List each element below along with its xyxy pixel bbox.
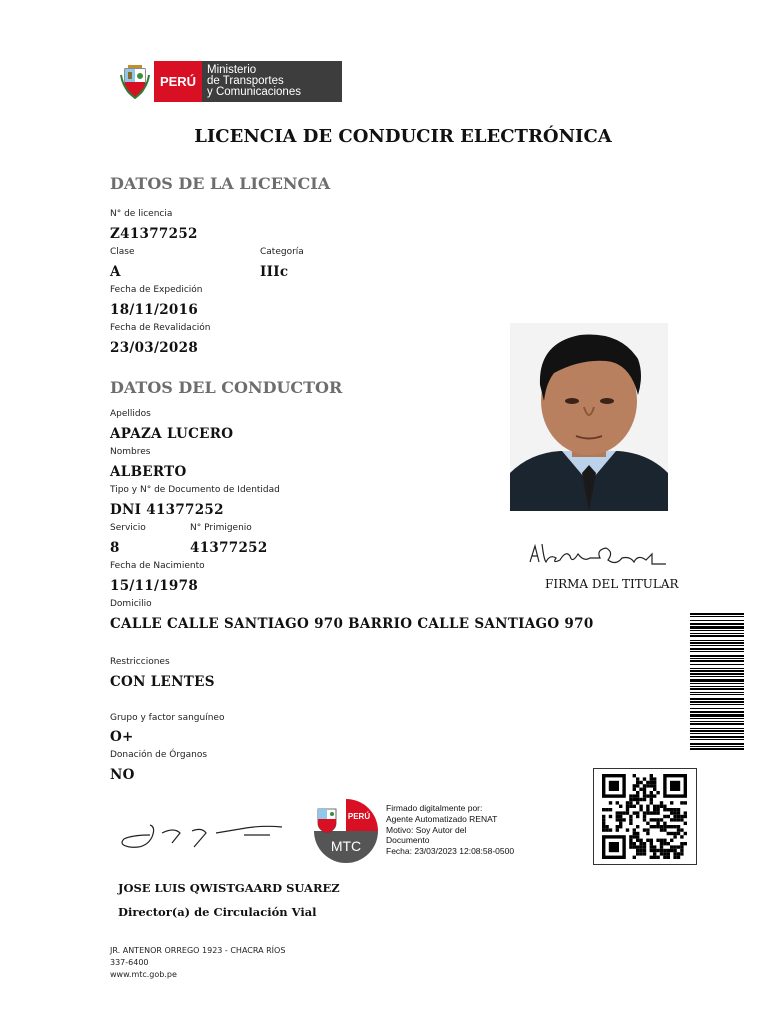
organ-donation: NO <box>110 767 135 783</box>
director-name: JOSE LUIS QWISTGAARD SUAREZ <box>118 881 340 895</box>
license-section-title: DATOS DE LA LICENCIA <box>110 174 331 193</box>
service-value: 8 <box>110 540 120 556</box>
holder-signature <box>526 540 671 572</box>
service-label: Servicio <box>110 523 146 533</box>
restrictions-label: Restricciones <box>110 657 170 667</box>
holder-signature-label: FIRMA DEL TITULAR <box>545 577 679 591</box>
digital-signature-block <box>386 803 514 857</box>
ministry-line: y Comunicaciones <box>207 86 301 98</box>
issue-date: 18/11/2016 <box>110 302 199 318</box>
class-label: Clase <box>110 247 135 257</box>
footer-phone: 337-6400 <box>110 958 149 967</box>
barcode-icon <box>690 613 744 751</box>
category-label: Categoría <box>260 247 304 257</box>
surname-label: Apellidos <box>110 409 151 419</box>
digital-signature-line: Documento <box>386 835 430 846</box>
director-role: Director(a) de Circulación Vial <box>118 905 317 919</box>
digital-signature-line: Motivo: Soy Autor del <box>386 824 467 835</box>
class-value: A <box>110 264 121 280</box>
issue-date-label: Fecha de Expedición <box>110 285 203 295</box>
blood-type-label: Grupo y factor sanguíneo <box>110 713 225 723</box>
ministry-logo <box>116 61 342 102</box>
digital-signature-line: Fecha: 23/03/2023 12:08:58-0500 <box>386 846 515 857</box>
digital-signature-line: Firmado digitalmente por: <box>386 803 483 813</box>
address-label: Domicilio <box>110 599 152 609</box>
footer-address: JR. ANTENOR ORREGO 1923 - CHACRA RÍOS <box>110 946 286 955</box>
id-document: DNI 41377252 <box>110 502 224 518</box>
driver-photo <box>510 323 668 511</box>
surname: APAZA LUCERO <box>110 426 234 442</box>
blood-type: O+ <box>110 729 134 745</box>
peru-coat-of-arms-icon <box>116 61 154 102</box>
revalidation-date: 23/03/2028 <box>110 340 199 356</box>
qr-code-icon <box>593 768 697 865</box>
restrictions: CON LENTES <box>110 674 215 690</box>
names-label: Nombres <box>110 447 151 457</box>
mtc-logo-mtc: MTC <box>330 838 362 854</box>
license-number: Z41377252 <box>110 226 198 242</box>
id-document-label: Tipo y N° de Documento de Identidad <box>110 485 280 495</box>
ministry-name <box>202 61 342 102</box>
director-signature <box>110 813 285 858</box>
digital-signature-line: Agente Automatizado RENAT <box>386 813 498 824</box>
organ-donation-label: Donación de Órganos <box>110 750 208 760</box>
license-number-label: N° de licencia <box>110 209 173 219</box>
footer-website: www.mtc.gob.pe <box>110 970 177 979</box>
first-license-label: N° Primigenio <box>190 523 252 533</box>
category-value: IIIc <box>260 264 289 280</box>
ministry-line: Ministerio <box>207 64 257 76</box>
document-title: LICENCIA DE CONDUCIR ELECTRÓNICA <box>194 126 612 147</box>
ministry-line: de Transportes <box>207 75 284 87</box>
mtc-logo-icon <box>310 797 382 863</box>
address: CALLE CALLE SANTIAGO 970 BARRIO CALLE SANTIAGO 970 <box>110 616 594 632</box>
first-license-value: 41377252 <box>190 540 268 556</box>
mtc-logo-peru: PERÚ <box>347 812 371 821</box>
peru-label: PERÚ <box>154 61 202 102</box>
names: ALBERTO <box>110 464 187 480</box>
birth-date: 15/11/1978 <box>110 578 199 594</box>
revalidation-date-label: Fecha de Revalidación <box>110 323 211 333</box>
birth-date-label: Fecha de Nacimiento <box>110 561 205 571</box>
driver-section-title: DATOS DEL CONDUCTOR <box>110 378 343 397</box>
